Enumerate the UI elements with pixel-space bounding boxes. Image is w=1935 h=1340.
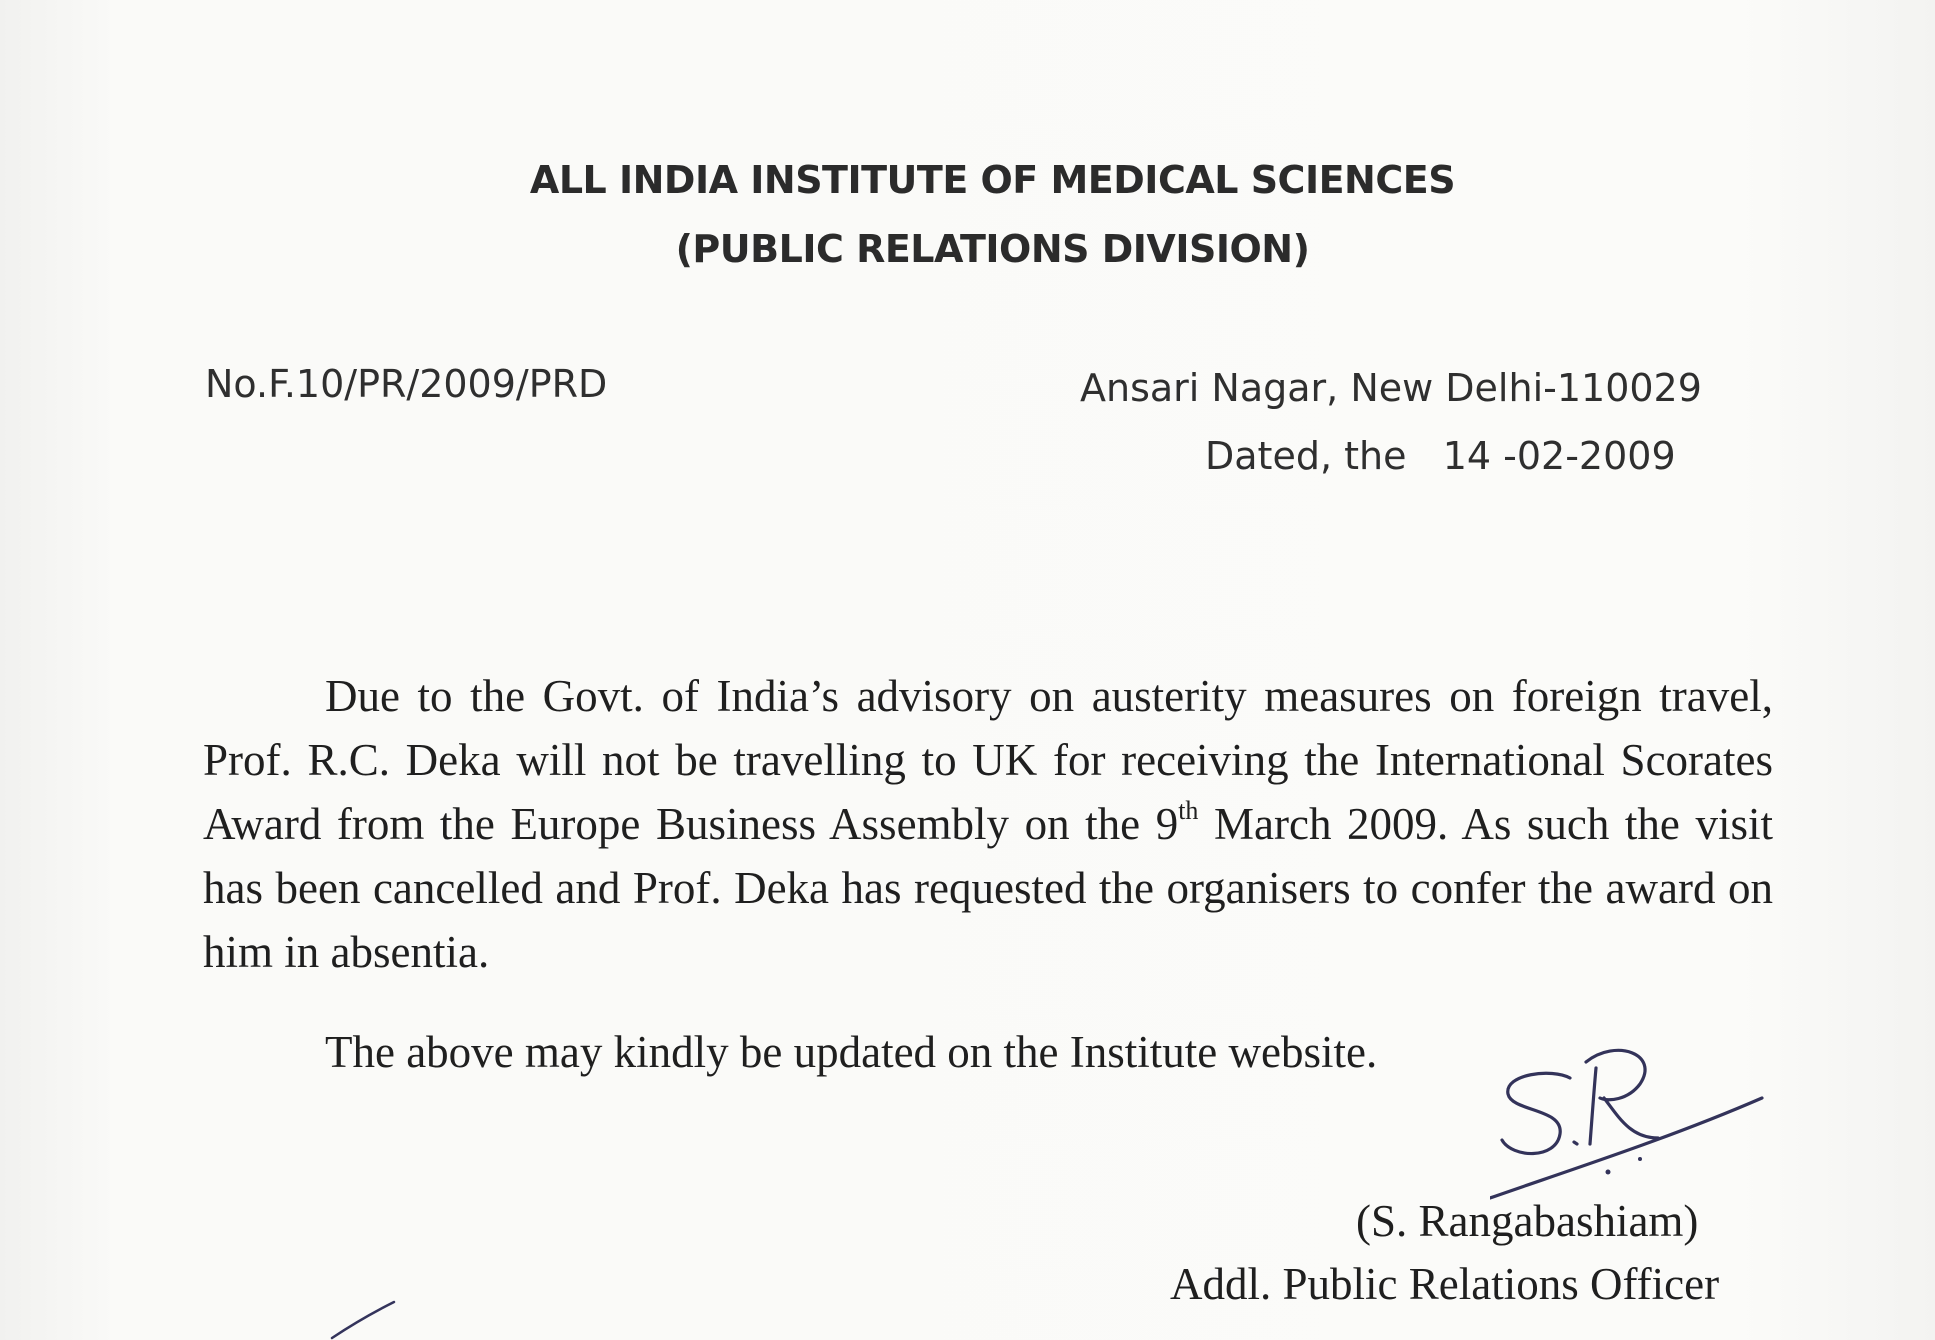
signatory-name: (S. Rangabashiam) [1356,1196,1699,1246]
dated-label: Dated, the [1205,434,1407,478]
institute-heading: ALL INDIA INSTITUTE OF MEDICAL SCIENCES [529,158,1456,202]
para1-rest: March 2009. As such the visit has been cancelled and Prof. Deka has requested the organisers to confer the award on him in absentia. [203,799,1773,977]
reference-number: No.F.10/PR/2009/PRD [205,362,608,406]
letter-date-line [1205,434,1676,478]
handwritten-signature [1490,1020,1790,1210]
letter-date: 14 -02-2009 [1442,434,1676,478]
ordinal-suffix: th [1178,796,1199,825]
signatory-designation: Addl. Public Relations Officer [1170,1259,1720,1309]
office-address: Ansari Nagar, New Delhi-110029 [1080,366,1702,410]
body-paragraph-1 [203,664,1773,984]
body-paragraph-2: The above may kindly be updated on the Institute website. [325,1027,1378,1077]
para1-text: Due to the Govt. of India’s advisory on austerity measures on foreign travel, Prof. R.C. Deka will not be travelling to UK for receiving the International Scorates Award from the Europe Business Assembly on the 9 [203,671,1773,849]
pen-stroke-mark [330,1300,400,1340]
division-heading: (PUBLIC RELATIONS DIVISION) [675,227,1310,271]
